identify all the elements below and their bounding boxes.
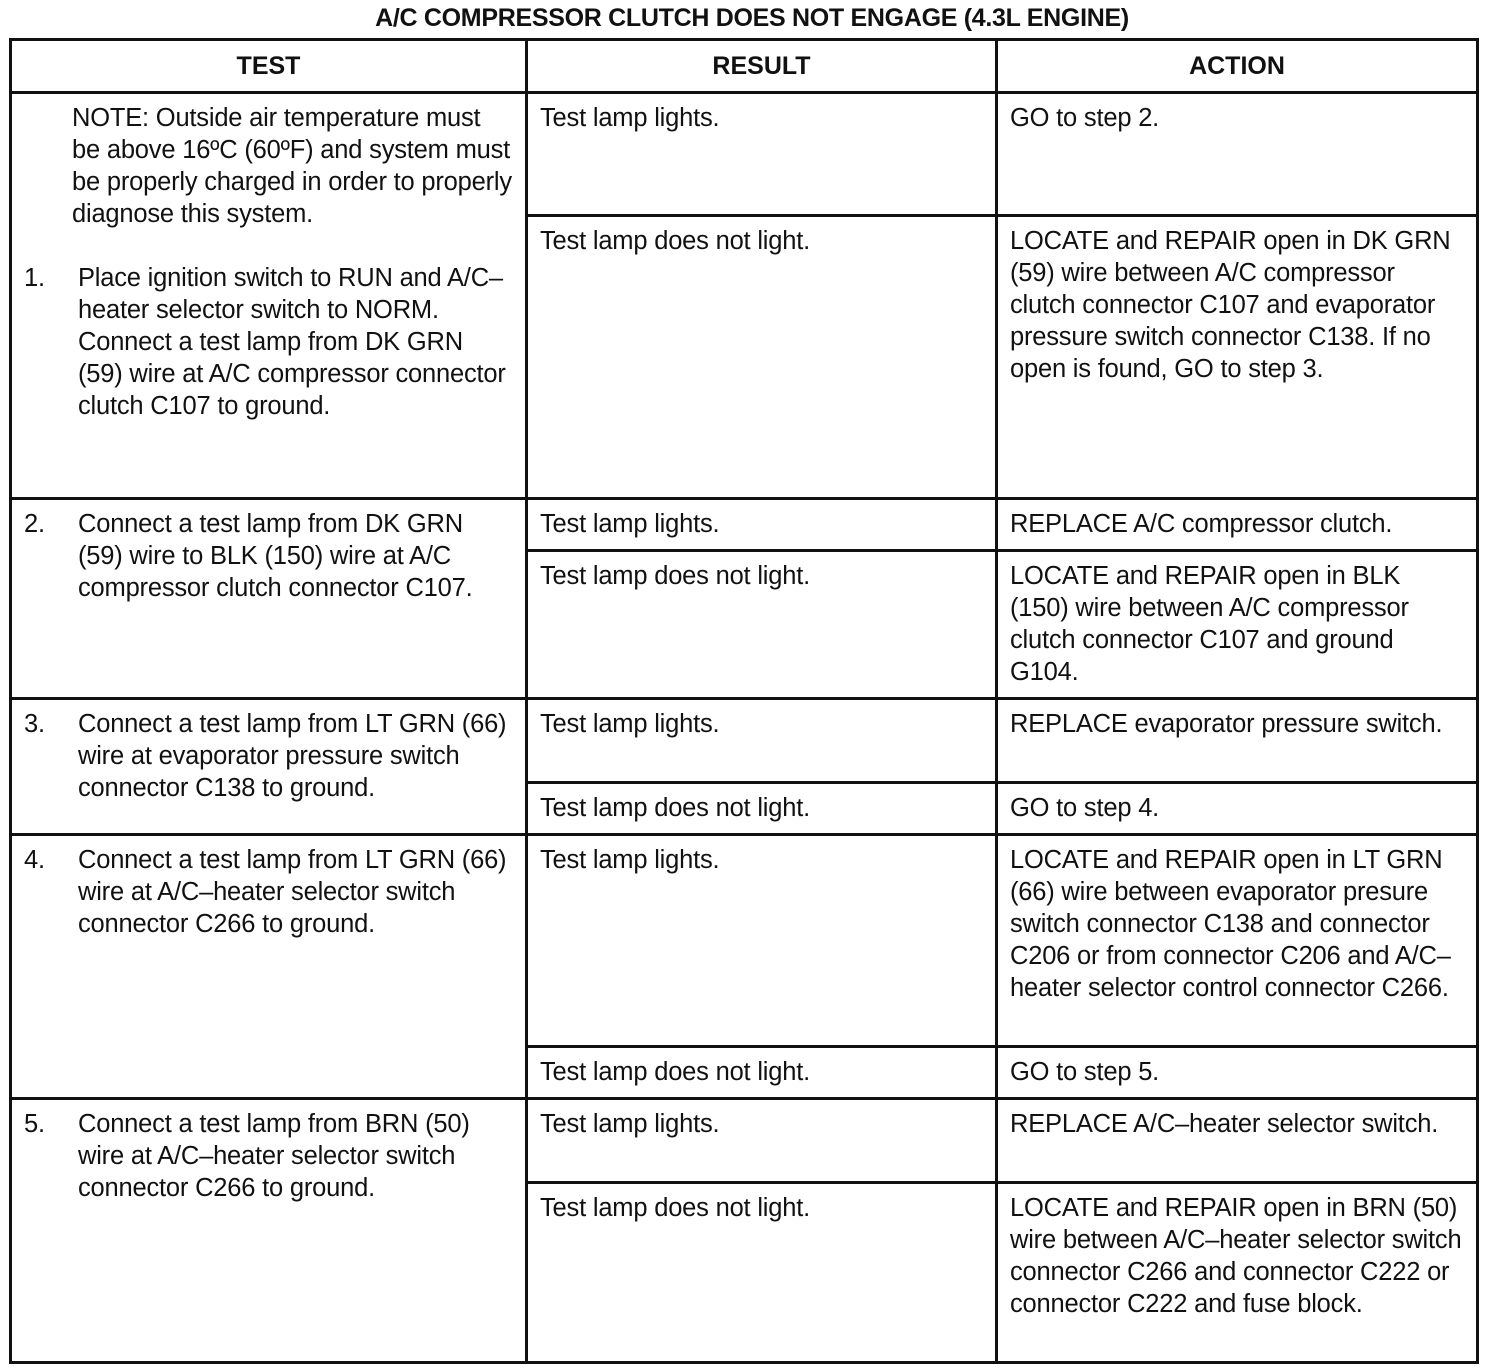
action-cell: GO to step 2. [997,93,1478,216]
note-text: NOTE: Outside air temperature must be above 16ºC (60ºF) and system must be properly charged in order to properly diagnose this system. [72,104,512,228]
step-test-text: Connect a test lamp from LT GRN (66) wire at A/C–heater selector switch connector C266 to ground. [78,846,507,938]
result-cell: Test lamp does not light. [527,783,997,835]
action-cell: GO to step 5. [997,1047,1478,1099]
step-number: 2. [24,510,45,538]
result-cell: Test lamp lights. [527,93,997,216]
page-title: A/C COMPRESSOR CLUTCH DOES NOT ENGAGE (4.3L ENGINE) [375,4,1129,32]
header-test: TEST [11,40,527,93]
action-cell: LOCATE and REPAIR open in BRN (50) wire between A/C–heater selector switch connector C266 and connector C222 or connector C222 and fuse block. [997,1183,1478,1363]
step-test-text: Connect a test lamp from LT GRN (66) wire at evaporator pressure switch connector C138 to ground. [78,710,507,802]
action-cell: LOCATE and REPAIR open in LT GRN (66) wire between evaporator presure switch connector C138 and connector C206 or from connector C206 and A/C–heater selector control connector C266. [997,835,1478,1047]
table-row [11,835,1478,1047]
diagnostic-table [9,38,1479,1364]
step-number: 5. [24,1110,45,1138]
step-number: 3. [24,710,45,738]
step-number: 1. [24,264,45,292]
table-row [11,93,1478,216]
result-cell: Test lamp does not light. [527,1183,997,1363]
step-test-text: Connect a test lamp from BRN (50) wire at A/C–heater selector switch connector C266 to ground. [78,1110,470,1202]
action-cell: REPLACE A/C compressor clutch. [997,499,1478,551]
result-cell: Test lamp lights. [527,1099,997,1183]
header-result: RESULT [527,40,997,93]
test-cell-step-1 [11,93,527,499]
header-row [11,40,1478,93]
step-test-text: Place ignition switch to RUN and A/C–heater selector switch to NORM. Connect a test lamp from DK GRN (59) wire at A/C compressor connector clutch C107 to ground. [78,264,506,420]
action-cell: REPLACE A/C–heater selector switch. [997,1099,1478,1183]
result-cell: Test lamp lights. [527,699,997,783]
result-cell: Test lamp lights. [527,499,997,551]
result-cell: Test lamp lights. [527,835,997,1047]
header-action: ACTION [997,40,1478,93]
action-cell: REPLACE evaporator pressure switch. [997,699,1478,783]
step-number: 4. [24,846,45,874]
result-cell: Test lamp does not light. [527,551,997,699]
result-cell: Test lamp does not light. [527,1047,997,1099]
test-cell-step-4 [11,835,527,1099]
test-cell-step-2 [11,499,527,699]
step-test-text: Connect a test lamp from DK GRN (59) wire to BLK (150) wire at A/C compressor clutch connector C107. [78,510,473,602]
table-row [11,699,1478,783]
result-cell: Test lamp does not light. [527,216,997,499]
test-cell-step-5 [11,1099,527,1363]
test-cell-step-3 [11,699,527,835]
action-cell: LOCATE and REPAIR open in DK GRN (59) wire between A/C compressor clutch connector C107 and evaporator pressure switch connector C138. If no open is found, GO to step 3. [997,216,1478,499]
table-row [11,1099,1478,1183]
action-cell: LOCATE and REPAIR open in BLK (150) wire between A/C compressor clutch connector C107 and ground G104. [997,551,1478,699]
table-row [11,499,1478,551]
action-cell: GO to step 4. [997,783,1478,835]
